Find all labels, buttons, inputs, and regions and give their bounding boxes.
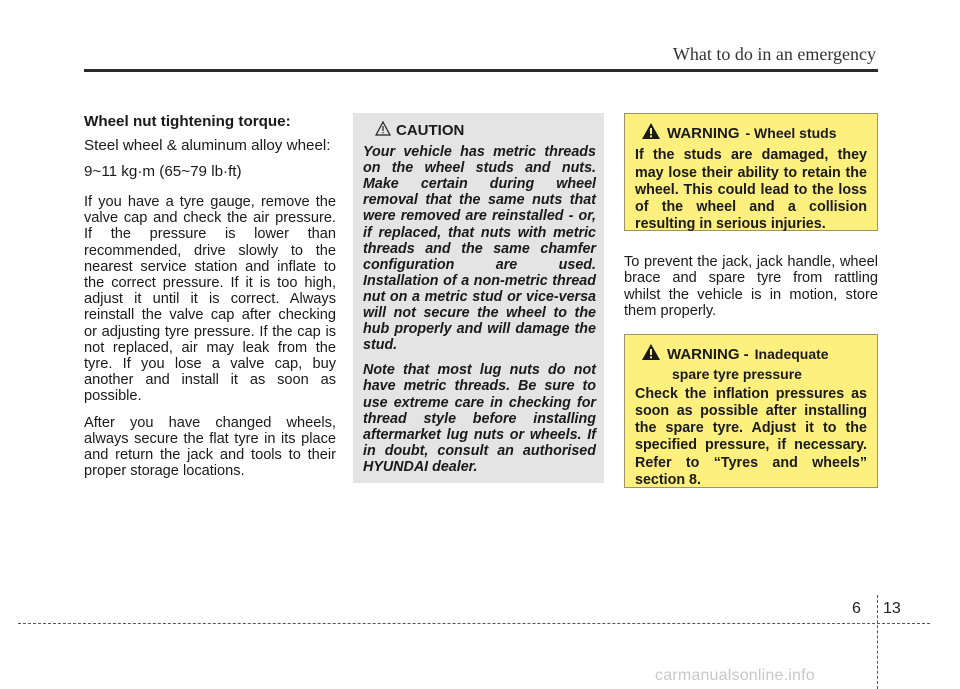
torque-heading: Wheel nut tightening torque: (84, 113, 291, 130)
caution-title: CAUTION (396, 121, 465, 139)
tyre-pressure-paragraph: If you have a tyre gauge, remove the valve cap and check the air pressure. If the pressure is lower than recommended, drive slowly to the nearest service station and inflate to the correct pressure. If it is too high, adjust it until it is correct. Always reinstall the valve cap after checking or adjusting tyre pressure. If the cap is not replaced, air may leak from the tyre. If you lose a valve cap, buy another and install it as soon as possible. (84, 194, 336, 405)
warning-subtitle: - Wheel studs (745, 125, 837, 141)
warning-keyword: WARNING (667, 125, 740, 142)
warning-triangle-filled-icon (641, 343, 661, 366)
page-number: 13 (883, 600, 901, 617)
warning-triangle-filled-icon (641, 122, 661, 145)
warning-header (641, 122, 867, 145)
caution-header (375, 121, 596, 140)
caution-paragraph-2: Note that most lug nuts do not have metric threads. Be sure to use extreme care in checking for thread style before installing aftermarket lug nuts or wheels. If in doubt, consult an authorised HYUNDAI dealer. (363, 362, 596, 475)
warning-body: Check the inflation pressures as soon as possible after installing the spare tyre. Adjust it to the specified pressure, if necessary. Refer to “Tyres and wheels” section 8. (635, 385, 867, 489)
warning-subtitle-continued: spare tyre pressure (672, 366, 802, 383)
warning-box-wheel-studs (624, 113, 878, 231)
watermark: carmanualsonline.info (655, 667, 815, 684)
storage-paragraph: After you have changed wheels, always secure the flat tyre in its place and return the jack and tools to their proper storage locations. (84, 414, 336, 480)
warning-body: If the studs are damaged, they may lose their ability to retain the wheel. This could lead to the loss of the wheel and a collision resulting in serious injuries. (635, 147, 867, 233)
left-column (84, 112, 336, 489)
footer-rule (18, 623, 930, 624)
torque-line-2: 9~11 kg·m (65~79 lb·ft) (84, 163, 242, 180)
right-column-paragraph: To prevent the jack, jack handle, wheel brace and spare tyre from rattling whilst the vehicle is in motion, store them properly. (624, 254, 878, 319)
caution-box (353, 113, 604, 483)
chapter-number: 6 (852, 600, 861, 617)
warning-box-spare-tyre (624, 334, 878, 488)
warning-header (641, 343, 867, 366)
caution-paragraph-1: Your vehicle has metric threads on the wheel studs and nuts. Make certain during wheel removal that the same nuts that were removed are reinstalled - or, if replaced, that nuts with metric threads and the same chamfer configuration are used. Installation of a non-metric thread nut on a metric stud or vice-versa will not secure the wheel to the hub properly and will damage the stud. (363, 144, 596, 354)
section-title: What to do in an emergency (672, 44, 876, 64)
header-rule (84, 69, 878, 72)
caution-triangle-outline-icon (375, 121, 391, 140)
torque-line-1: Steel wheel & aluminum alloy wheel: (84, 137, 331, 154)
warning-keyword: WARNING - (667, 346, 749, 363)
footer-divider (877, 595, 878, 689)
warning-subtitle: Inadequate (754, 346, 829, 362)
